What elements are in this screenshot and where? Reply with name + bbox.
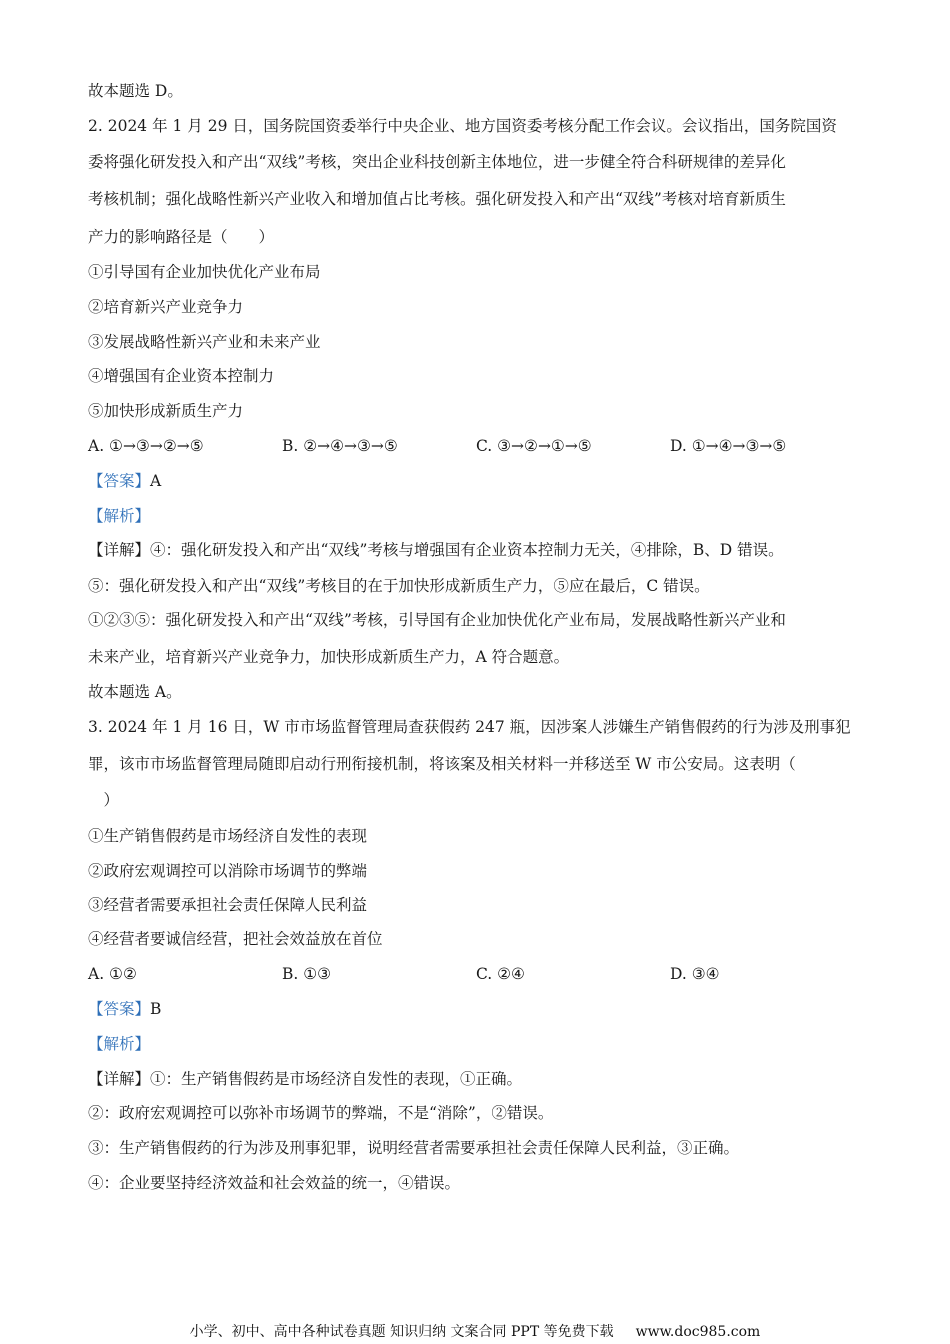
q2-stem-line: 2. 2024 年 1 月 29 日，国务院国资委举行中央企业、地方国资委考核分配工作会议。会议指出，国务院国资: [88, 117, 837, 135]
answer-tag: 【答案】: [88, 472, 151, 490]
q2-conclusion: 故本题选 A。: [88, 683, 182, 701]
q2-stem-line: 委将强化研发投入和产出“双线”考核，突出企业科技创新主体地位，进一步健全符合科研规律的差异化: [88, 153, 786, 171]
answer-value: A: [150, 472, 162, 490]
q3-answer: [88, 999, 161, 1019]
q3-detail-line: ②：政府宏观调控可以弥补市场调节的弊端，不是“消除”，②错误。: [88, 1104, 554, 1122]
q2-item: ②培育新兴产业竞争力: [88, 298, 244, 316]
q2-item: ①引导国有企业加快优化产业布局: [88, 263, 321, 281]
q2-analysis-tag: 【解析】: [88, 507, 151, 525]
detail-text: ①：生产销售假药是市场经济自发性的表现，①正确。: [150, 1070, 523, 1088]
footer-url[interactable]: www.doc985.com: [635, 1324, 761, 1340]
q3-stem-line: 罪，该市市场监督管理局随即启动行刑衔接机制，将该案及相关材料一并移送至 W 市公安局。这表明（: [88, 755, 796, 773]
q3-item: ③经营者需要承担社会责任保障人民利益: [88, 896, 368, 914]
q2-item: ③发展战略性新兴产业和未来产业: [88, 333, 321, 351]
detail-tag: 【详解】: [88, 541, 151, 559]
q3-option-c: C. ②④: [476, 965, 525, 983]
q2-stem-line: 考核机制；强化战略性新兴产业收入和增加值占比考核。强化研发投入和产出“双线”考核对培育新质生: [88, 190, 786, 208]
q2-item: ⑤加快形成新质生产力: [88, 402, 244, 420]
q2-stem-line: 产力的影响路径是（ ）: [88, 228, 275, 246]
q2-option-b: B. ②→④→③→⑤: [282, 437, 398, 455]
q3-stem-line: ）: [88, 791, 120, 809]
q3-detail-line: ③：生产销售假药的行为涉及刑事犯罪，说明经营者需要承担社会责任保障人民利益，③正确。: [88, 1139, 740, 1157]
q2-detail-line: [88, 540, 784, 560]
answer-value: B: [150, 1000, 162, 1018]
q3-stem-line: 3. 2024 年 1 月 16 日，W 市市场监督管理局查获假药 247 瓶，因涉案人涉嫌生产销售假药的行为涉及刑事犯: [88, 718, 851, 736]
footer-text: 小学、初中、高中各种试卷真题 知识归纳 文案合同 PPT 等免费下载: [189, 1324, 614, 1340]
detail-tag: 【详解】: [88, 1070, 151, 1088]
q2-item: ④增强国有企业资本控制力: [88, 367, 275, 385]
q3-item: ④经营者要诚信经营，把社会效益放在首位: [88, 930, 383, 948]
answer-tag: 【答案】: [88, 1000, 151, 1018]
q2-option-d: D. ①→④→③→⑤: [670, 437, 787, 455]
q3-detail-line: [88, 1069, 522, 1089]
q3-option-d: D. ③④: [670, 965, 720, 983]
q2-detail-line: ⑤：强化研发投入和产出“双线”考核目的在于加快形成新质生产力，⑤应在最后，C 错误。: [88, 577, 710, 595]
q3-analysis-tag: 【解析】: [88, 1035, 151, 1053]
detail-text: ④：强化研发投入和产出“双线”考核与增强国有企业资本控制力无关，④排除，B、D 错误。: [150, 541, 784, 559]
q2-detail-line: ①②③⑤：强化研发投入和产出“双线”考核，引导国有企业加快优化产业布局，发展战略性新兴产业和: [88, 611, 786, 629]
q3-item: ②政府宏观调控可以消除市场调节的弊端: [88, 862, 368, 880]
q3-item: ①生产销售假药是市场经济自发性的表现: [88, 827, 368, 845]
q1-conclusion: 故本题选 D。: [88, 82, 183, 100]
q3-option-b: B. ①③: [282, 965, 332, 983]
page-footer: [0, 1322, 950, 1342]
q3-detail-line: ④：企业要坚持经济效益和社会效益的统一，④错误。: [88, 1174, 461, 1192]
q2-answer: [88, 471, 161, 491]
q2-detail-line: 未来产业，培育新兴产业竞争力，加快形成新质生产力，A 符合题意。: [88, 648, 570, 666]
q2-option-a: A. ①→③→②→⑤: [88, 437, 204, 455]
q2-option-c: C. ③→②→①→⑤: [476, 437, 592, 455]
q3-option-a: A. ①②: [88, 965, 137, 983]
